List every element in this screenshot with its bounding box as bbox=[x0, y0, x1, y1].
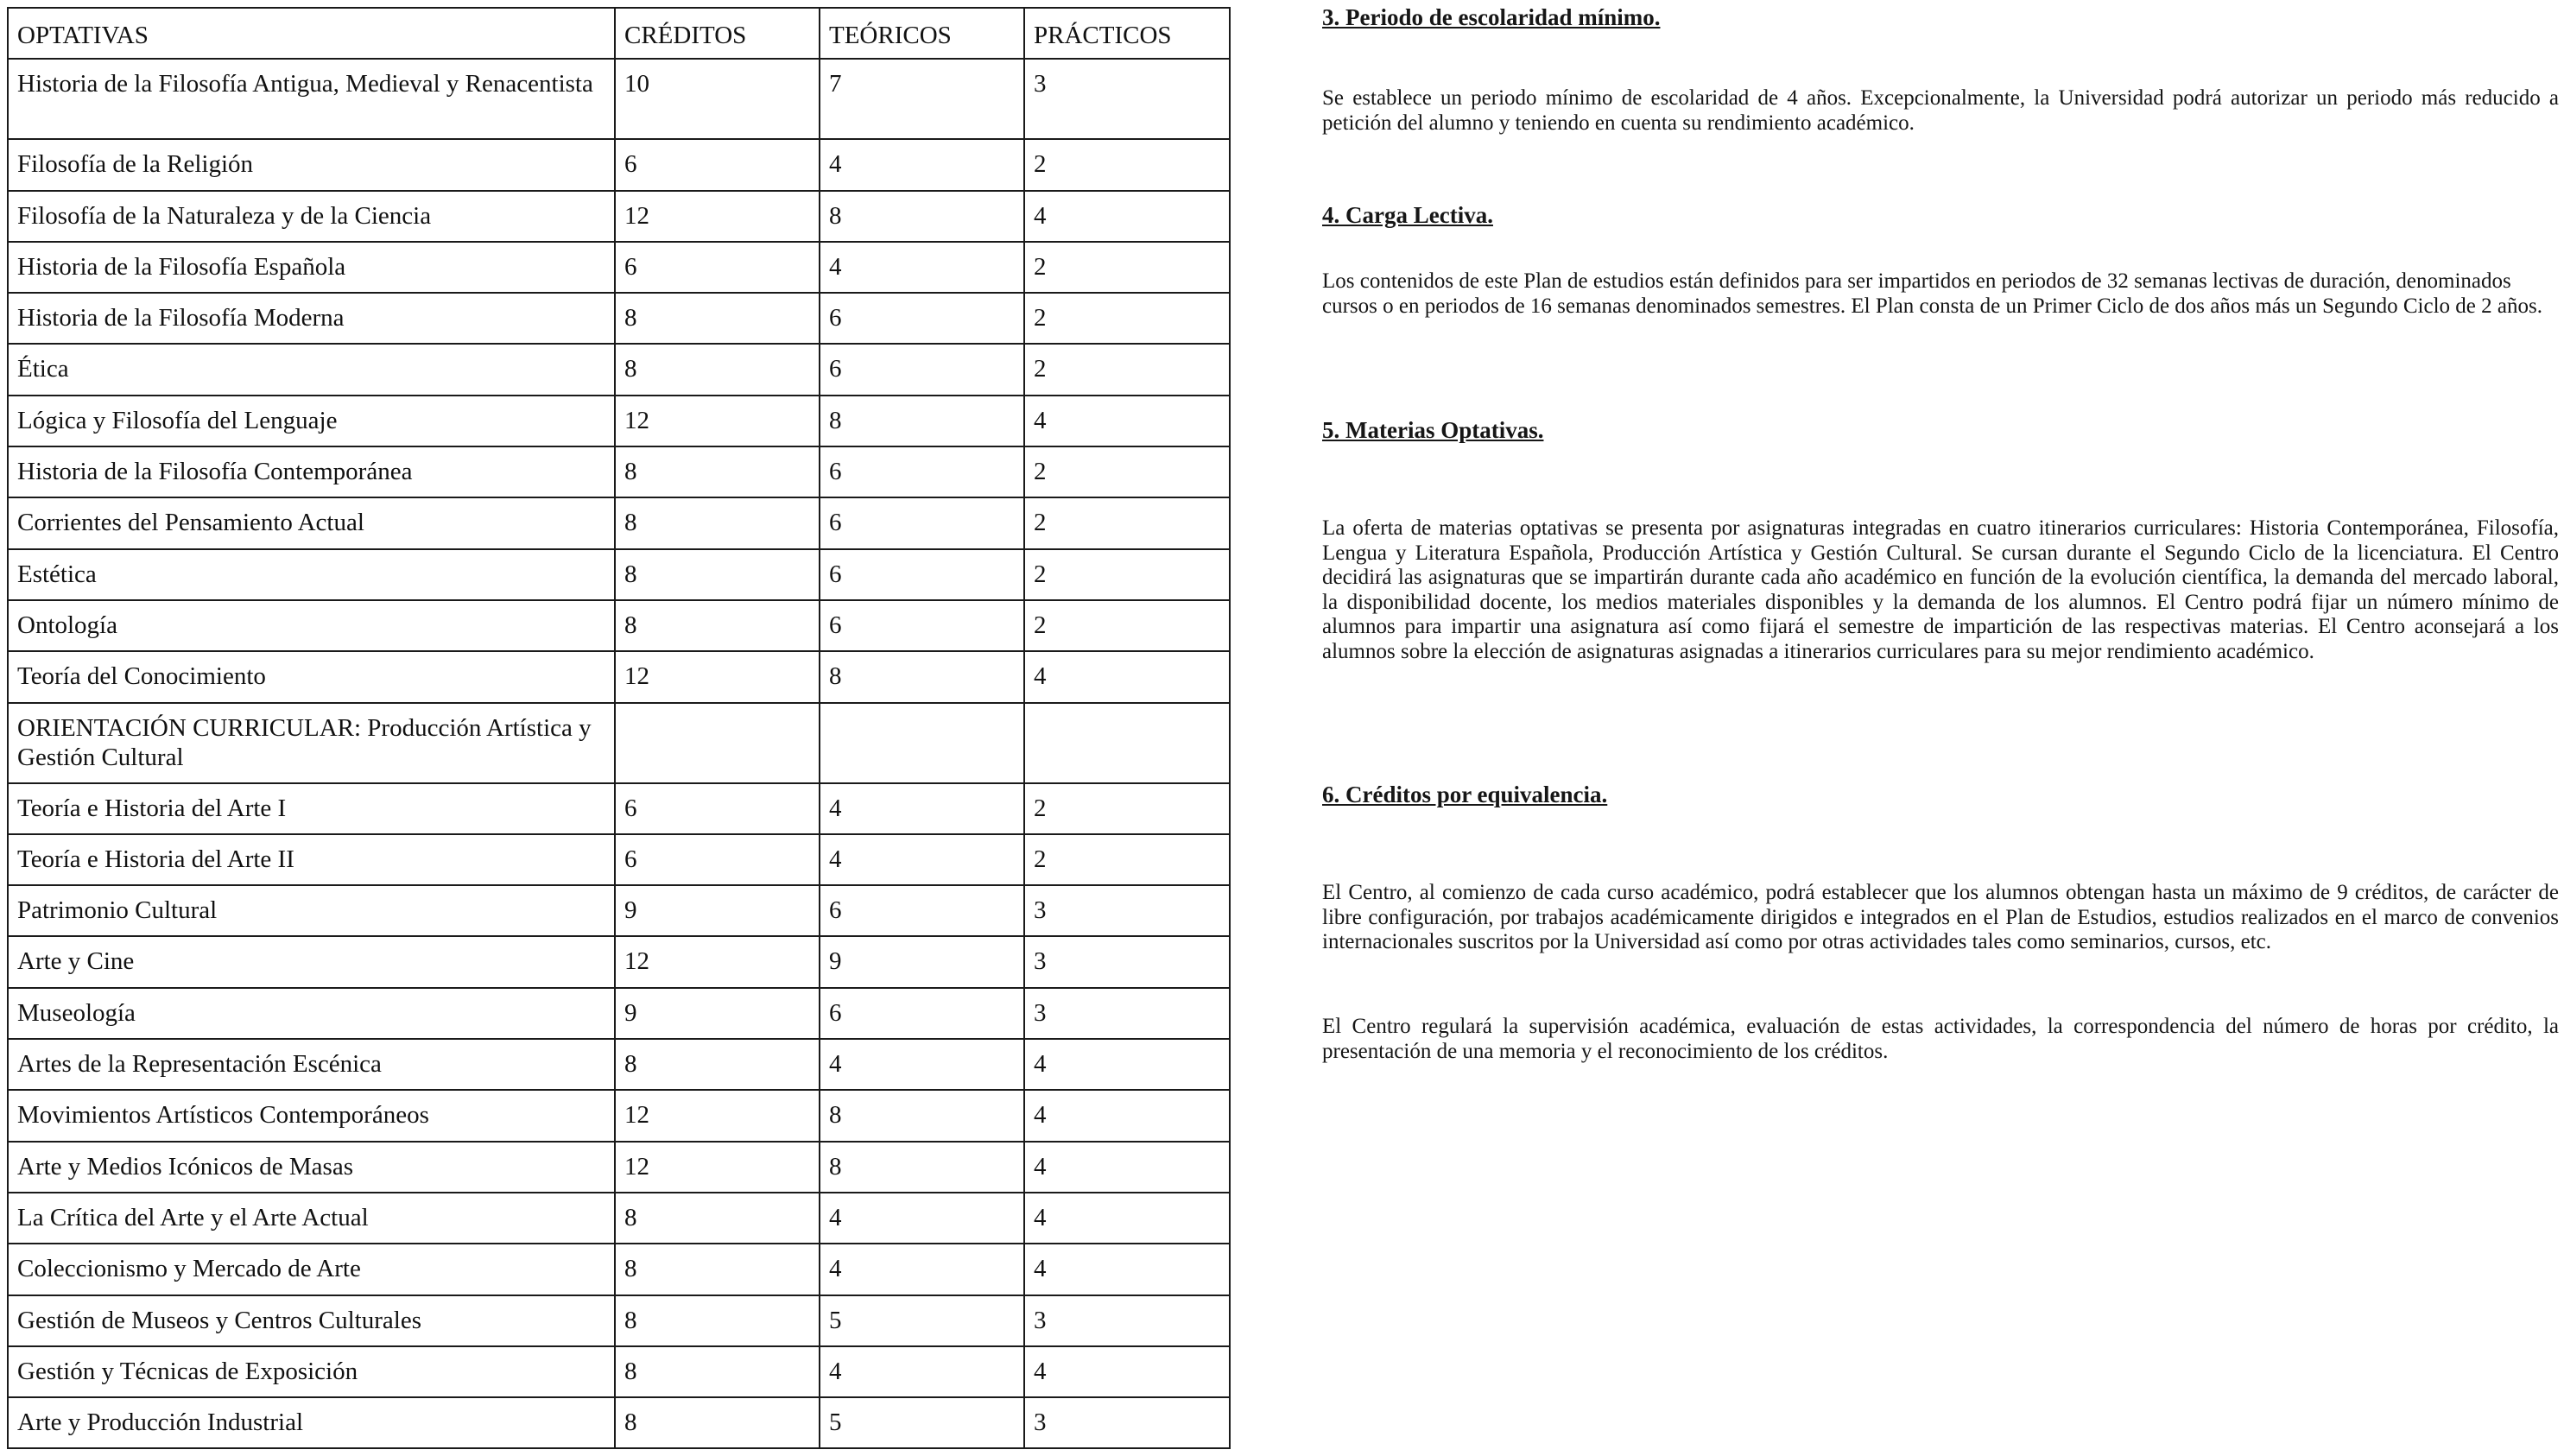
course-name-cell: Historia de la Filosofía Antigua, Medieval y Renacentista bbox=[8, 59, 615, 139]
section-4-heading: 4. Carga Lectiva. bbox=[1322, 202, 1493, 228]
practicos-cell bbox=[1024, 703, 1230, 783]
teoricos-cell: 4 bbox=[820, 1346, 1024, 1397]
creditos-cell: 8 bbox=[615, 293, 820, 344]
course-name-cell: Gestión y Técnicas de Exposición bbox=[8, 1346, 615, 1397]
creditos-cell: 8 bbox=[615, 1039, 820, 1090]
creditos-cell bbox=[615, 703, 820, 783]
practicos-cell: 2 bbox=[1024, 293, 1230, 344]
table-row bbox=[8, 293, 1230, 344]
table-header-row bbox=[8, 8, 1230, 59]
teoricos-cell: 6 bbox=[820, 885, 1024, 936]
practicos-cell: 4 bbox=[1024, 651, 1230, 702]
table-row bbox=[8, 1142, 1230, 1193]
course-name-cell: Ética bbox=[8, 344, 615, 395]
course-name-cell: Arte y Cine bbox=[8, 936, 615, 987]
teoricos-cell: 6 bbox=[820, 446, 1024, 497]
section-4-text: Los contenidos de este Plan de estudios están definidos para ser impartidos en periodos de 32 semanas lectivas de duración, denominados cursos o en periodos de 16 semanas denominados semestres. El Plan consta de un Primer Ciclo de dos años más un Segundo Ciclo de 2 años. bbox=[1322, 269, 2542, 318]
course-name-cell: Arte y Medios Icónicos de Masas bbox=[8, 1142, 615, 1193]
section-3-text: Se establece un periodo mínimo de escolaridad de 4 años. Excepcionalmente, la Universidad podrá autorizar un periodo más reducido a petición del alumno y teniendo en cuenta su rendimiento académico. bbox=[1322, 86, 2559, 135]
course-name-cell: Coleccionismo y Mercado de Arte bbox=[8, 1244, 615, 1295]
table-row bbox=[8, 703, 1230, 783]
practicos-cell: 2 bbox=[1024, 242, 1230, 293]
creditos-cell: 6 bbox=[615, 242, 820, 293]
header-teoricos: TEÓRICOS bbox=[820, 8, 1024, 59]
table-row bbox=[8, 344, 1230, 395]
practicos-cell: 4 bbox=[1024, 1244, 1230, 1295]
header-practicos: PRÁCTICOS bbox=[1024, 8, 1230, 59]
table-row bbox=[8, 600, 1230, 651]
creditos-cell: 12 bbox=[615, 1090, 820, 1141]
practicos-cell: 3 bbox=[1024, 885, 1230, 936]
creditos-cell: 9 bbox=[615, 885, 820, 936]
teoricos-cell: 4 bbox=[820, 139, 1024, 190]
creditos-cell: 12 bbox=[615, 936, 820, 987]
creditos-cell: 8 bbox=[615, 1295, 820, 1346]
course-name-cell: Artes de la Representación Escénica bbox=[8, 1039, 615, 1090]
table-body bbox=[8, 59, 1230, 1448]
course-name-cell: ORIENTACIÓN CURRICULAR: Producción Artística y Gestión Cultural bbox=[8, 703, 615, 783]
practicos-cell: 2 bbox=[1024, 549, 1230, 600]
table-row bbox=[8, 446, 1230, 497]
practicos-cell: 3 bbox=[1024, 59, 1230, 139]
table-row bbox=[8, 885, 1230, 936]
section-6-text-2: El Centro regulará la supervisión académica, evaluación de estas actividades, la correspondencia del número de horas por crédito, la presentación de una memoria y el reconocimiento de los créditos. bbox=[1322, 1015, 2559, 1063]
table-row bbox=[8, 497, 1230, 548]
teoricos-cell: 6 bbox=[820, 344, 1024, 395]
practicos-cell: 2 bbox=[1024, 139, 1230, 190]
creditos-cell: 6 bbox=[615, 834, 820, 885]
table-row bbox=[8, 1090, 1230, 1141]
practicos-cell: 2 bbox=[1024, 344, 1230, 395]
section-5-heading: 5. Materias Optativas. bbox=[1322, 417, 1544, 443]
creditos-cell: 12 bbox=[615, 191, 820, 242]
course-name-cell: Movimientos Artísticos Contemporáneos bbox=[8, 1090, 615, 1141]
header-creditos: CRÉDITOS bbox=[615, 8, 820, 59]
course-name-cell: Teoría e Historia del Arte I bbox=[8, 783, 615, 834]
creditos-cell: 12 bbox=[615, 1142, 820, 1193]
course-name-cell: Teoría del Conocimiento bbox=[8, 651, 615, 702]
section-6-text-1: El Centro, al comienzo de cada curso académico, podrá establecer que los alumnos obtengan hasta un máximo de 9 créditos, de carácter de libre configuración, por trabajos académicamente dirigidos e integrados en el Plan de Estudios, estudios realizados en el marco de convenios internacionales suscritos por la Universidad así como por otras actividades tales como seminarios, cursos, etc. bbox=[1322, 881, 2559, 953]
creditos-cell: 8 bbox=[615, 600, 820, 651]
creditos-cell: 8 bbox=[615, 549, 820, 600]
practicos-cell: 3 bbox=[1024, 988, 1230, 1039]
teoricos-cell: 4 bbox=[820, 834, 1024, 885]
table-row bbox=[8, 936, 1230, 987]
course-name-cell: Teoría e Historia del Arte II bbox=[8, 834, 615, 885]
creditos-cell: 8 bbox=[615, 1397, 820, 1448]
creditos-cell: 8 bbox=[615, 1244, 820, 1295]
course-name-cell: Filosofía de la Naturaleza y de la Ciencia bbox=[8, 191, 615, 242]
table-row bbox=[8, 651, 1230, 702]
course-name-cell: Patrimonio Cultural bbox=[8, 885, 615, 936]
table-row bbox=[8, 1346, 1230, 1397]
creditos-cell: 12 bbox=[615, 396, 820, 446]
practicos-cell: 3 bbox=[1024, 936, 1230, 987]
course-name-cell: Ontología bbox=[8, 600, 615, 651]
course-name-cell: Estética bbox=[8, 549, 615, 600]
teoricos-cell: 8 bbox=[820, 651, 1024, 702]
practicos-cell: 2 bbox=[1024, 497, 1230, 548]
teoricos-cell: 5 bbox=[820, 1397, 1024, 1448]
practicos-cell: 3 bbox=[1024, 1295, 1230, 1346]
course-name-cell: Lógica y Filosofía del Lenguaje bbox=[8, 396, 615, 446]
table-row bbox=[8, 1039, 1230, 1090]
practicos-cell: 3 bbox=[1024, 1397, 1230, 1448]
teoricos-cell: 8 bbox=[820, 191, 1024, 242]
course-name-cell: Filosofía de la Religión bbox=[8, 139, 615, 190]
table-row bbox=[8, 1295, 1230, 1346]
table-row bbox=[8, 1193, 1230, 1244]
optativas-table bbox=[7, 7, 1231, 1449]
section-5-text: La oferta de materias optativas se presenta por asignaturas integradas en cuatro itinerarios curriculares: Historia Contemporánea, Filosofía, Lengua y Literatura Española, Producción Artística y Gestión Cultural. Se cursan durante el Segundo Ciclo de la licenciatura. El Centro decidirá las asignaturas que se impartirán durante cada año académico en función de la evolución científica, la demanda del mercado laboral, la disponibilidad docente, los medios materiales disponibles y la demanda de los alumnos. El Centro podrá fijar un número mínimo de alumnos para impartir una asignatura así como fijará el semestre de impartición de las respectivas materias. El Centro aconsejará a los alumnos sobre la elección de asignaturas asignadas a itinerarios curriculares para su mejor rendimiento académico. bbox=[1322, 516, 2559, 663]
teoricos-cell: 5 bbox=[820, 1295, 1024, 1346]
practicos-cell: 4 bbox=[1024, 1039, 1230, 1090]
course-name-cell: Historia de la Filosofía Moderna bbox=[8, 293, 615, 344]
teoricos-cell: 6 bbox=[820, 293, 1024, 344]
creditos-cell: 8 bbox=[615, 446, 820, 497]
table-row bbox=[8, 549, 1230, 600]
table-row bbox=[8, 1397, 1230, 1448]
creditos-cell: 12 bbox=[615, 651, 820, 702]
teoricos-cell: 8 bbox=[820, 396, 1024, 446]
practicos-cell: 4 bbox=[1024, 396, 1230, 446]
practicos-cell: 2 bbox=[1024, 446, 1230, 497]
teoricos-cell: 8 bbox=[820, 1142, 1024, 1193]
table-row bbox=[8, 242, 1230, 293]
practicos-cell: 4 bbox=[1024, 1142, 1230, 1193]
section-6-heading: 6. Créditos por equivalencia. bbox=[1322, 782, 1608, 807]
practicos-cell: 4 bbox=[1024, 1193, 1230, 1244]
practicos-cell: 2 bbox=[1024, 834, 1230, 885]
teoricos-cell bbox=[820, 703, 1024, 783]
table-row bbox=[8, 191, 1230, 242]
teoricos-cell: 6 bbox=[820, 988, 1024, 1039]
practicos-cell: 4 bbox=[1024, 1346, 1230, 1397]
practicos-cell: 4 bbox=[1024, 1090, 1230, 1141]
header-optativas: OPTATIVAS bbox=[8, 8, 615, 59]
creditos-cell: 8 bbox=[615, 1346, 820, 1397]
practicos-cell: 2 bbox=[1024, 600, 1230, 651]
section-3-heading: 3. Periodo de escolaridad mínimo. bbox=[1322, 4, 1661, 30]
course-name-cell: Historia de la Filosofía Española bbox=[8, 242, 615, 293]
creditos-cell: 8 bbox=[615, 1193, 820, 1244]
table-row bbox=[8, 396, 1230, 446]
course-name-cell: La Crítica del Arte y el Arte Actual bbox=[8, 1193, 615, 1244]
course-name-cell: Historia de la Filosofía Contemporánea bbox=[8, 446, 615, 497]
creditos-cell: 8 bbox=[615, 497, 820, 548]
teoricos-cell: 4 bbox=[820, 1244, 1024, 1295]
teoricos-cell: 6 bbox=[820, 549, 1024, 600]
teoricos-cell: 4 bbox=[820, 1193, 1024, 1244]
table-row bbox=[8, 988, 1230, 1039]
practicos-cell: 2 bbox=[1024, 783, 1230, 834]
creditos-cell: 10 bbox=[615, 59, 820, 139]
table-row bbox=[8, 1244, 1230, 1295]
table-row bbox=[8, 139, 1230, 190]
creditos-cell: 6 bbox=[615, 783, 820, 834]
course-name-cell: Corrientes del Pensamiento Actual bbox=[8, 497, 615, 548]
teoricos-cell: 7 bbox=[820, 59, 1024, 139]
teoricos-cell: 9 bbox=[820, 936, 1024, 987]
course-name-cell: Arte y Producción Industrial bbox=[8, 1397, 615, 1448]
course-name-cell: Gestión de Museos y Centros Culturales bbox=[8, 1295, 615, 1346]
teoricos-cell: 6 bbox=[820, 497, 1024, 548]
creditos-cell: 9 bbox=[615, 988, 820, 1039]
course-name-cell: Museología bbox=[8, 988, 615, 1039]
teoricos-cell: 6 bbox=[820, 600, 1024, 651]
teoricos-cell: 4 bbox=[820, 1039, 1024, 1090]
table-row bbox=[8, 783, 1230, 834]
creditos-cell: 8 bbox=[615, 344, 820, 395]
table-row bbox=[8, 59, 1230, 139]
teoricos-cell: 4 bbox=[820, 783, 1024, 834]
teoricos-cell: 8 bbox=[820, 1090, 1024, 1141]
creditos-cell: 6 bbox=[615, 139, 820, 190]
practicos-cell: 4 bbox=[1024, 191, 1230, 242]
table-row bbox=[8, 834, 1230, 885]
teoricos-cell: 4 bbox=[820, 242, 1024, 293]
